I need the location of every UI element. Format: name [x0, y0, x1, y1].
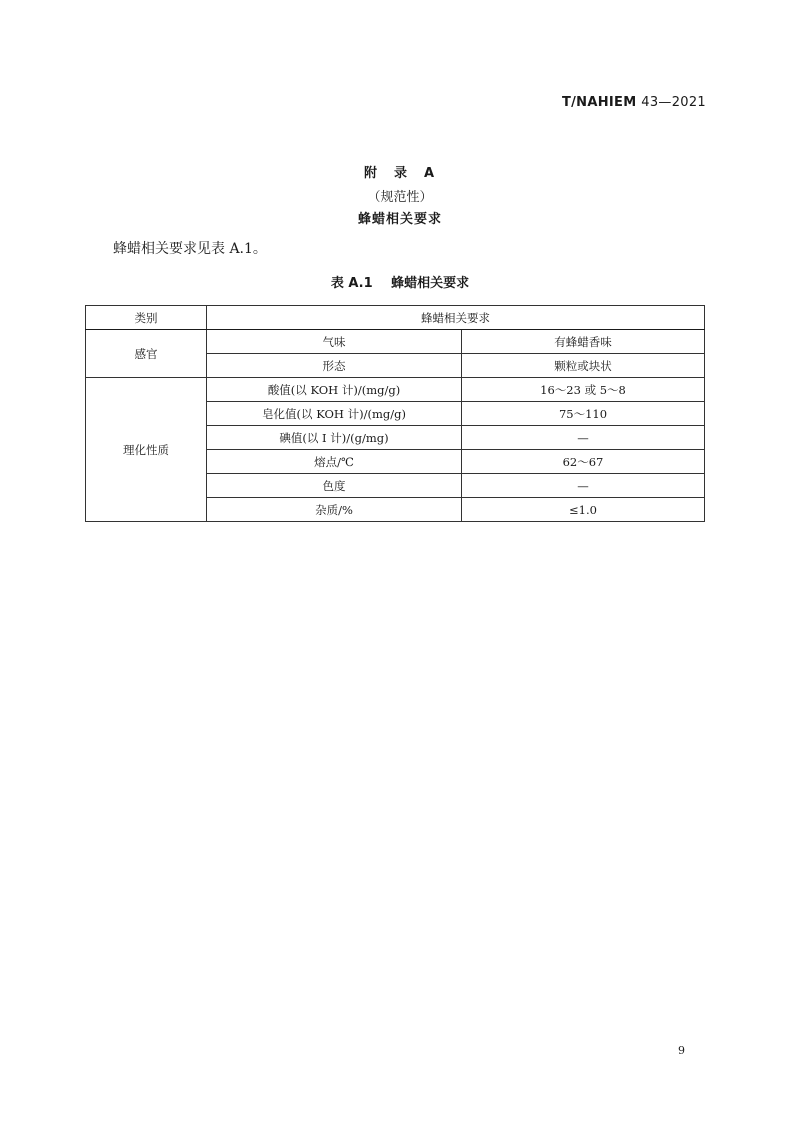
appendix-normative-label: （规范性）	[367, 190, 433, 205]
value-cell: —	[462, 474, 705, 498]
value-cell: —	[462, 426, 705, 450]
table-caption-title: 蜂蜡相关要求	[391, 276, 470, 291]
appendix-title: 附 录 A	[363, 166, 437, 181]
item-cell: 皂化值(以 KOH 计)/(mg/g)	[207, 402, 462, 426]
category-cell-physicochemical: 理化性质	[86, 378, 207, 522]
table-caption-label: 表 A.1	[330, 276, 373, 291]
value-cell: 颗粒或块状	[462, 354, 705, 378]
value-cell: 有蜂蜡香味	[462, 330, 705, 354]
appendix-name: 蜂蜡相关要求	[357, 212, 442, 227]
document-code-prefix: T/NAHIEM	[561, 95, 637, 110]
header-category-cell: 类别	[86, 306, 207, 330]
requirements-table	[85, 305, 705, 522]
document-code	[562, 95, 706, 110]
table-row	[86, 330, 705, 354]
item-cell: 气味	[207, 330, 462, 354]
value-cell: 75～110	[462, 402, 705, 426]
header-requirements-cell: 蜂蜡相关要求	[207, 306, 705, 330]
table-row	[86, 378, 705, 402]
item-cell: 形态	[207, 354, 462, 378]
value-cell: ≤1.0	[462, 498, 705, 522]
item-cell: 色度	[207, 474, 462, 498]
intro-paragraph: 蜂蜡相关要求见表 A.1。	[113, 241, 267, 257]
table-caption	[0, 272, 800, 291]
category-cell-sensory: 感官	[86, 330, 207, 378]
value-cell: 62～67	[462, 450, 705, 474]
document-code-number: 43—2021	[641, 95, 706, 110]
item-cell: 酸值(以 KOH 计)/(mg/g)	[207, 378, 462, 402]
value-cell: 16～23 或 5～8	[462, 378, 705, 402]
page-number: 9	[678, 1044, 685, 1057]
item-cell: 熔点/℃	[207, 450, 462, 474]
table-header-row	[86, 306, 705, 330]
item-cell: 杂质/%	[207, 498, 462, 522]
item-cell: 碘值(以 I 计)/(g/mg)	[207, 426, 462, 450]
